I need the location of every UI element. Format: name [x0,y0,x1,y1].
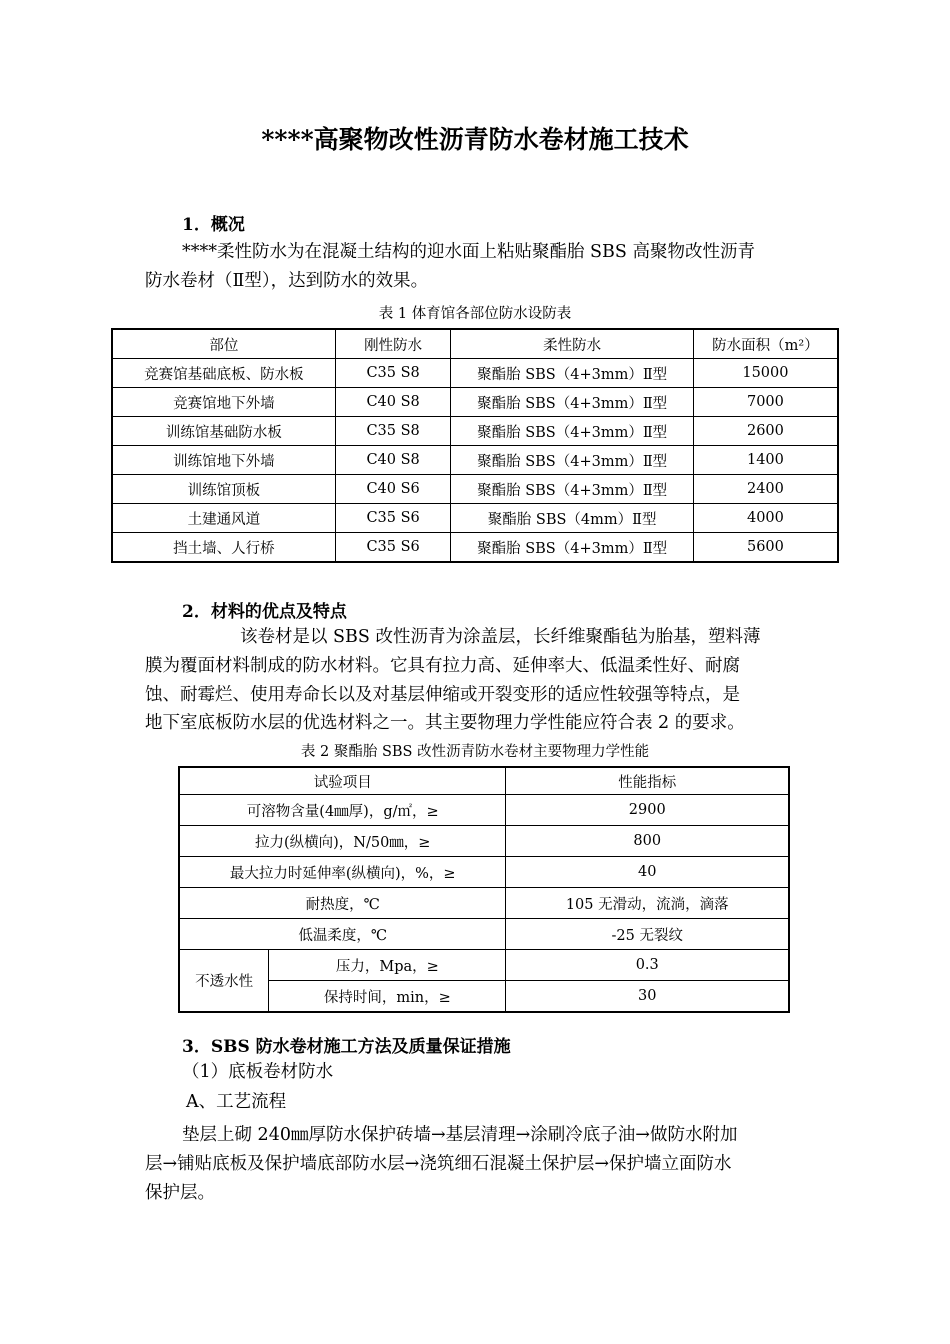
table-row [112,504,838,533]
table-cell: C35 S8 [335,417,451,446]
table-row [179,919,789,950]
table-cell: 0.3 [506,950,789,981]
table-cell: 压力，Mpa，≥ [269,950,506,981]
table-cell: 土建通风道 [112,504,335,533]
table-row [112,359,838,388]
table-cell: -25 无裂纹 [506,919,789,950]
table-2-header-cell: 性能指标 [506,767,789,795]
table-1 [111,328,839,563]
table-cell: C35 S8 [335,359,451,388]
section-3-line-3: 保护层。 [145,1183,215,1203]
table-2 [178,766,790,1013]
table-cell: C40 S8 [335,388,451,417]
table-1-caption: 表 1 体育馆各部位防水设防表 [378,306,572,322]
section-2-heading: 2．材料的优点及特点 [182,602,347,622]
section-3-subheading-2: A、工艺流程 [186,1092,287,1112]
table-cell: 2400 [693,475,838,504]
table-cell: 4000 [693,504,838,533]
table-cell: 竞赛馆地下外墙 [112,388,335,417]
table-cell: 训练馆地下外墙 [112,446,335,475]
table-row [112,388,838,417]
page-title: ****高聚物改性沥青防水卷材施工技术 [261,125,689,154]
table-cell: 保持时间，min，≥ [269,981,506,1013]
section-1-heading: 1．概况 [182,215,245,235]
table-cell: 聚酯胎 SBS（4+3mm）Ⅱ型 [451,417,693,446]
table-row [179,826,789,857]
table-cell: 挡土墙、人行桥 [112,533,335,563]
table-row [112,446,838,475]
table-cell: C40 S8 [335,446,451,475]
table-cell: 可溶物含量(4㎜厚)，g/㎡，≥ [179,795,506,826]
table-cell: 拉力(纵横向)，N/50㎜，≥ [179,826,506,857]
table-cell: 1400 [693,446,838,475]
table-group-label: 不透水性 [179,950,269,1013]
section-3-heading: 3．SBS 防水卷材施工方法及质量保证措施 [182,1037,511,1057]
table-cell: C35 S6 [335,504,451,533]
table-row [179,981,789,1013]
section-2-line-3: 蚀、耐霉烂、使用寿命长以及对基层伸缩或开裂变形的适应性较强等特点，是 [145,685,740,705]
table-1-header-row [112,329,838,359]
table-2-header-cell: 试验项目 [179,767,506,795]
table-cell: 5600 [693,533,838,563]
section-3-line-2: 层→铺贴底板及保护墙底部防水层→浇筑细石混凝土保护层→保护墙立面防水 [145,1154,732,1174]
table-row [179,950,789,981]
table-cell: C40 S6 [335,475,451,504]
table-cell: 低温柔度，℃ [179,919,506,950]
table-row [112,475,838,504]
table-cell: 聚酯胎 SBS（4+3mm）Ⅱ型 [451,388,693,417]
table-2-caption: 表 2 聚酯胎 SBS 改性沥青防水卷材主要物理力学性能 [300,744,650,760]
table-cell: 7000 [693,388,838,417]
table-1-header-cell: 刚性防水 [335,329,451,359]
table-cell: 30 [506,981,789,1013]
table-cell: 聚酯胎 SBS（4mm）Ⅱ型 [451,504,693,533]
table-cell: 聚酯胎 SBS（4+3mm）Ⅱ型 [451,446,693,475]
section-3-line-1: 垫层上砌 240㎜厚防水保护砖墙→基层清理→涂刷冷底子油→做防水附加 [182,1125,738,1145]
table-row [112,533,838,563]
table-cell: 训练馆基础防水板 [112,417,335,446]
section-2-line-2: 膜为覆面材料制成的防水材料。它具有拉力高、延伸率大、低温柔性好、耐腐 [145,656,740,676]
section-2-line-1: 该卷材是以 SBS 改性沥青为涂盖层，长纤维聚酯毡为胎基，塑料薄 [240,627,761,647]
table-cell: 聚酯胎 SBS（4+3mm）Ⅱ型 [451,533,693,563]
section-2-line-4: 地下室底板防水层的优选材料之一。其主要物理力学性能应符合表 2 的要求。 [145,713,745,733]
table-cell: 105 无滑动，流淌，滴落 [506,888,789,919]
section-3-subheading-1: （1）底板卷材防水 [182,1062,334,1082]
table-cell: 2600 [693,417,838,446]
table-cell: 竞赛馆基础底板、防水板 [112,359,335,388]
table-2-header-row [179,767,789,795]
table-cell: 耐热度，℃ [179,888,506,919]
table-1-header-cell: 防水面积（m²） [693,329,838,359]
table-row [112,417,838,446]
section-1-para-line-2: 防水卷材（Ⅱ型），达到防水的效果。 [145,271,429,291]
table-cell: 2900 [506,795,789,826]
section-1-para-line-1: ****柔性防水为在混凝土结构的迎水面上粘贴聚酯胎 SBS 高聚物改性沥青 [182,242,755,262]
table-cell: C35 S6 [335,533,451,563]
table-cell: 800 [506,826,789,857]
table-cell: 15000 [693,359,838,388]
table-row [179,857,789,888]
table-row [179,795,789,826]
table-1-header-cell: 柔性防水 [451,329,693,359]
table-row [179,888,789,919]
table-1-header-cell: 部位 [112,329,335,359]
table-cell: 聚酯胎 SBS（4+3mm）Ⅱ型 [451,475,693,504]
table-cell: 聚酯胎 SBS（4+3mm）Ⅱ型 [451,359,693,388]
table-cell: 最大拉力时延伸率(纵横向)，%，≥ [179,857,506,888]
table-cell: 训练馆顶板 [112,475,335,504]
table-cell: 40 [506,857,789,888]
